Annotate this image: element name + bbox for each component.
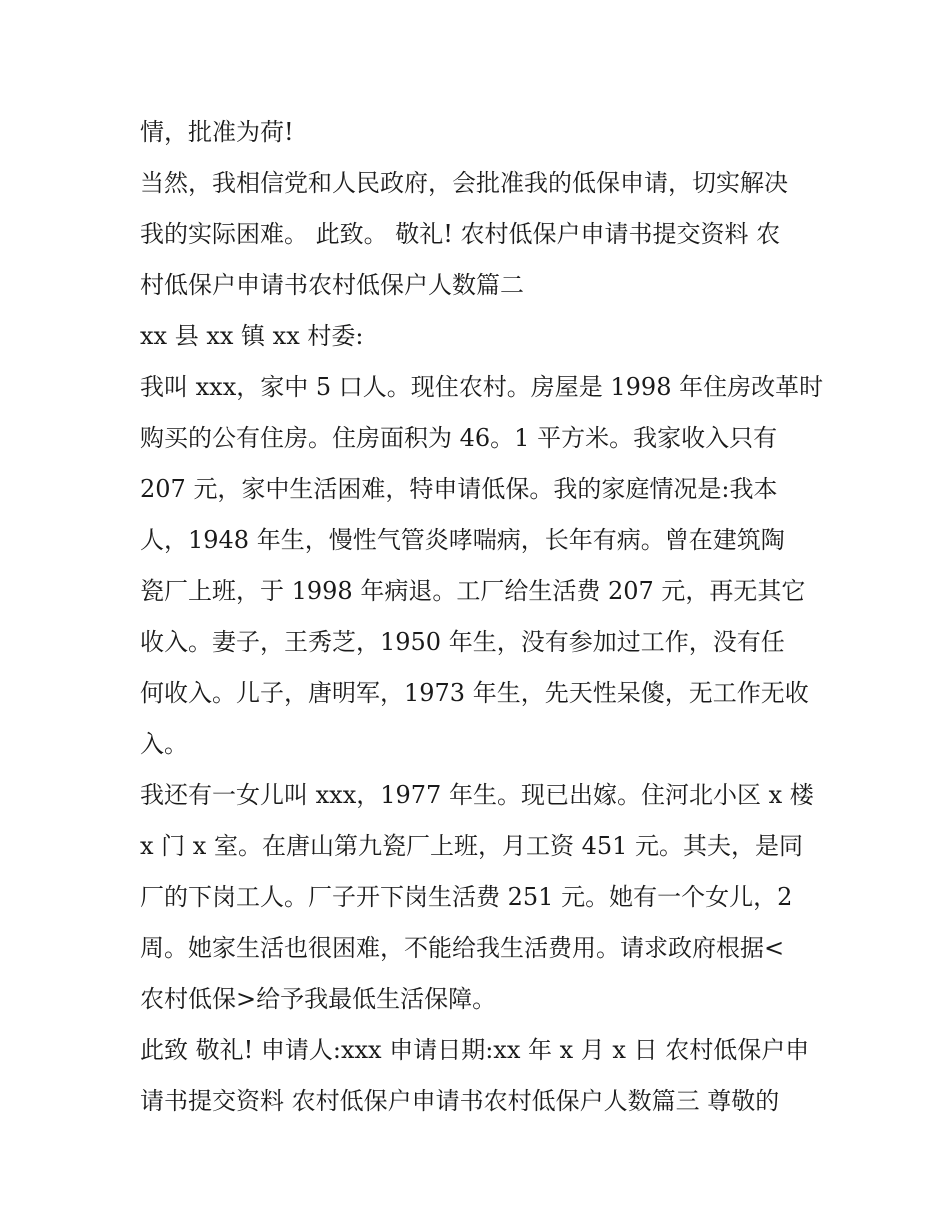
text-line: 入。 [140, 730, 188, 758]
text-line: 207 元，家中生活困难，特申请低保。我的家庭情况是:我本 [140, 475, 778, 503]
text-line: x 门 x 室。在唐山第九瓷厂上班，月工资 451 元。其夫，是同 [140, 832, 804, 860]
text-line: 村低保户申请书农村低保户人数篇二 [140, 271, 524, 299]
text-line: 厂的下岗工人。厂子开下岗生活费 251 元。她有一个女儿，2 [140, 883, 793, 911]
text-line: 人，1948 年生，慢性气管炎哮喘病，长年有病。曾在建筑陶 [140, 526, 785, 554]
text-line: 我的实际困难。 此致。 敬礼! 农村低保户申请书提交资料 农 [140, 220, 781, 248]
text-line: 周。她家生活也很困难，不能给我生活费用。请求政府根据< [140, 934, 785, 962]
text-line: 收入。妻子，王秀芝，1950 年生，没有参加过工作，没有任 [140, 628, 785, 656]
text-line: xx 县 xx 镇 xx 村委: [140, 322, 364, 350]
text-line: 当然，我相信党和人民政府，会批准我的低保申请，切实解决 [140, 169, 788, 197]
text-line: 情，批准为荷! [140, 118, 294, 146]
text-line: 农村低保>给予我最低生活保障。 [140, 985, 497, 1013]
text-line: 瓷厂上班，于 1998 年病退。工厂给生活费 207 元，再无其它 [140, 577, 806, 605]
text-line: 我还有一女儿叫 xxx，1977 年生。现已出嫁。住河北小区 x 楼 [140, 781, 814, 809]
text-line: 我叫 xxx，家中 5 口人。现住农村。房屋是 1998 年住房改革时 [140, 373, 824, 401]
text-line: 何收入。儿子，唐明军，1973 年生，先天性呆傻，无工作无收 [140, 679, 809, 707]
text-line: 购买的公有住房。住房面积为 46。1 平方米。我家收入只有 [140, 424, 778, 452]
text-line: 请书提交资料 农村低保户申请书农村低保户人数篇三 尊敬的 [140, 1087, 780, 1115]
text-line: 此致 敬礼! 申请人:xxx 申请日期:xx 年 x 月 x 日 农村低保户申 [140, 1036, 810, 1064]
document-body [140, 107, 824, 1127]
